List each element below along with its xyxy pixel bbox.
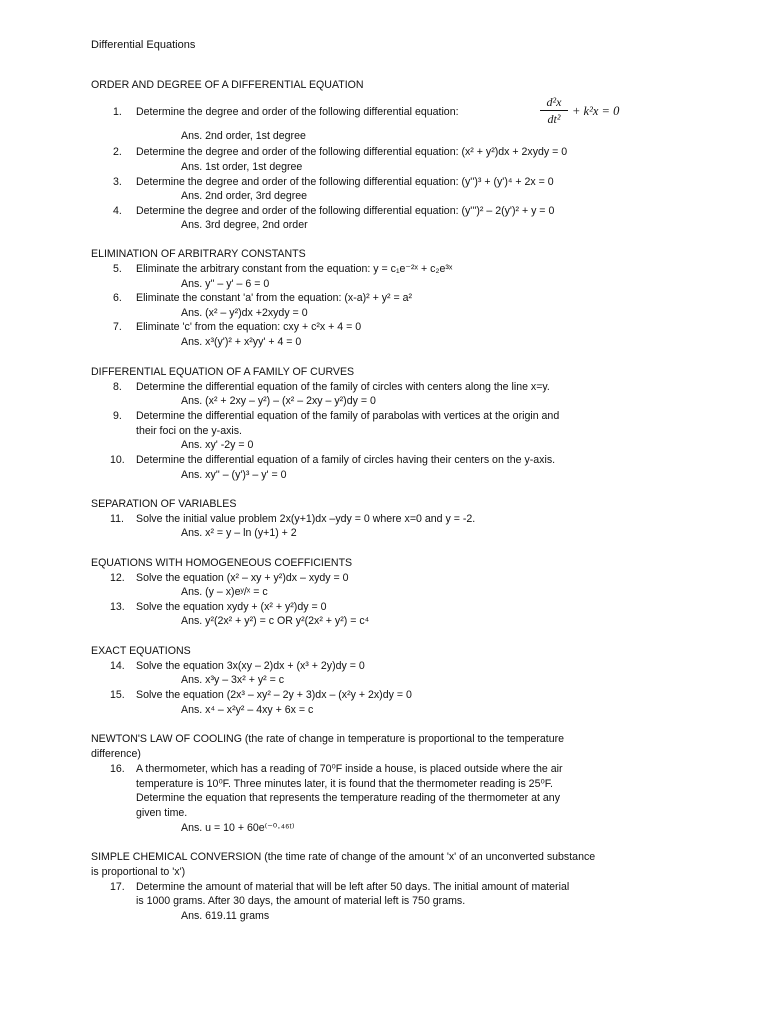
problem-number: 15. — [110, 689, 125, 701]
problem-11-answer: Ans. x² = y – ln (y+1) + 2 — [181, 527, 297, 539]
problem-12-answer: Ans. (y – x)eʸ/ˣ = c — [181, 586, 268, 598]
section-heading-chemical-conversion-cont: is proportional to 'x') — [91, 866, 186, 878]
problem-16-text-line-2: temperature is 10⁰F. Three minutes later, it is found that the thermometer reading is 25⁰F. — [136, 778, 553, 790]
problem-15-answer: Ans. x⁴ – x²y² – 4xy + 6x = c — [181, 704, 314, 716]
problem-number: 3. — [113, 176, 122, 188]
problem-9-answer: Ans. xy' -2y = 0 — [181, 439, 254, 451]
problem-16-text-line-1: A thermometer, which has a reading of 70⁰F inside a house, is placed outside where the air — [136, 763, 563, 775]
problem-number: 9. — [113, 410, 122, 422]
problem-number: 1. — [113, 106, 122, 118]
formula-denominator: dt² — [547, 112, 561, 126]
section-heading-elimination: ELIMINATION OF ARBITRARY CONSTANTS — [91, 248, 306, 260]
section-heading-chemical-conversion: SIMPLE CHEMICAL CONVERSION (the time rate of change of the amount 'x' of an unconverted substance — [91, 851, 596, 863]
problem-6-text: Eliminate the constant 'a' from the equation: (x-a)² + y² = a² — [136, 292, 413, 304]
problem-12-text: Solve the equation (x² – xy + y²)dx – xydy = 0 — [136, 572, 349, 584]
problem-number: 5. — [113, 263, 122, 275]
problem-2-answer: Ans. 1st order, 1st degree — [181, 161, 303, 173]
problem-17-answer: Ans. 619.11 grams — [181, 910, 270, 922]
document-title: Differential Equations — [91, 39, 196, 51]
problem-8-text: Determine the differential equation of the family of circles with centers along the line x=y. — [136, 381, 550, 393]
problem-13-text: Solve the equation xydy + (x² + y²)dy = 0 — [136, 601, 327, 613]
problem-3-text: Determine the degree and order of the following differential equation: (y'')³ + (y')⁴ + 2x = 0 — [136, 176, 554, 188]
problem-number: 12. — [110, 572, 125, 584]
problem-number: 10. — [110, 454, 125, 466]
problem-14-answer: Ans. x³y – 3x² + y² = c — [181, 674, 285, 686]
problem-16-text-line-4: given time. — [136, 807, 188, 819]
problem-15-text: Solve the equation (2x³ – xy² – 2y + 3)dx – (x²y + 2x)dy = 0 — [136, 689, 412, 701]
section-heading-newton-cooling: NEWTON'S LAW OF COOLING (the rate of change in temperature is proportional to the temperature — [91, 733, 565, 745]
section-heading-family-of-curves: DIFFERENTIAL EQUATION OF A FAMILY OF CURVES — [91, 366, 355, 378]
problem-10-text: Determine the differential equation of a family of circles having their centers on the y-axis. — [136, 454, 556, 466]
problem-number: 16. — [110, 763, 125, 775]
problem-1-formula — [534, 95, 644, 133]
problem-16-text-line-3: Determine the equation that represents the temperature reading of the thermometer at any — [136, 792, 560, 804]
problem-17-text-line-2: is 1000 grams. After 30 days, the amount of material left is 750 grams. — [136, 895, 466, 907]
problem-number: 13. — [110, 601, 125, 613]
problem-6-answer: Ans. (x² – y²)dx +2xydy = 0 — [181, 307, 308, 319]
section-heading-exact: EXACT EQUATIONS — [91, 645, 191, 657]
section-heading-homogeneous: EQUATIONS WITH HOMOGENEOUS COEFFICIENTS — [91, 557, 353, 569]
problem-9-text-line-1: Determine the differential equation of the family of parabolas with vertices at the origin and — [136, 410, 560, 422]
section-heading-separation: SEPARATION OF VARIABLES — [91, 498, 237, 510]
problem-7-answer: Ans. x³(y')² + x²yy' + 4 = 0 — [181, 336, 302, 348]
problem-2-text: Determine the degree and order of the following differential equation: (x² + y²)dx + 2xydy = 0 — [136, 146, 568, 158]
section-heading-order-degree: ORDER AND DEGREE OF A DIFFERENTIAL EQUATION — [91, 79, 364, 91]
problem-16-answer: Ans. u = 10 + 60e⁽⁻⁰·⁴⁶ᵗ⁾ — [181, 822, 295, 834]
problem-number: 11. — [110, 513, 124, 525]
problem-4-text: Determine the degree and order of the following differential equation: (y''')² – 2(y')² + y = 0 — [136, 205, 555, 217]
problem-number: 4. — [113, 205, 122, 217]
problem-11-text: Solve the initial value problem 2x(y+1)dx –ydy = 0 where x=0 and y = -2. — [136, 513, 476, 525]
problem-number: 7. — [113, 321, 122, 333]
problem-number: 8. — [113, 381, 122, 393]
formula-remainder: + k²x = 0 — [572, 104, 620, 118]
problem-17-text-line-1: Determine the amount of material that will be left after 50 days. The initial amount of material — [136, 881, 570, 893]
problem-number: 6. — [113, 292, 122, 304]
problem-1-answer: Ans. 2nd order, 1st degree — [181, 130, 306, 142]
problem-7-text: Eliminate 'c' from the equation: cxy + c²x + 4 = 0 — [136, 321, 362, 333]
problem-5-answer: Ans. y'' – y' – 6 = 0 — [181, 278, 270, 290]
section-heading-newton-cooling-cont: difference) — [91, 748, 141, 760]
fraction-bar — [540, 110, 568, 111]
problem-13-answer: Ans. y²(2x² + y²) = c OR y²(2x² + y²) = c⁴ — [181, 615, 370, 627]
problem-3-answer: Ans. 2nd order, 3rd degree — [181, 190, 308, 202]
problem-9-text-line-2: their foci on the y-axis. — [136, 425, 242, 437]
problem-4-answer: Ans. 3rd degree, 2nd order — [181, 219, 308, 231]
problem-8-answer: Ans. (x² + 2xy – y²) – (x² – 2xy – y²)dy = 0 — [181, 395, 376, 407]
problem-10-answer: Ans. xy'' – (y')³ – y' = 0 — [181, 469, 287, 481]
formula-fraction — [540, 95, 568, 126]
problem-1-text: Determine the degree and order of the following differential equation: — [136, 106, 459, 118]
problem-5-text: Eliminate the arbitrary constant from the equation: y = c₁e⁻²ˣ + c₂e³ˣ — [136, 263, 453, 275]
problem-14-text: Solve the equation 3x(xy – 2)dx + (x³ + 2y)dy = 0 — [136, 660, 365, 672]
problem-number: 17. — [110, 881, 125, 893]
formula-numerator: d²x — [546, 95, 562, 109]
problem-number: 2. — [113, 146, 122, 158]
problem-number: 14. — [110, 660, 125, 672]
